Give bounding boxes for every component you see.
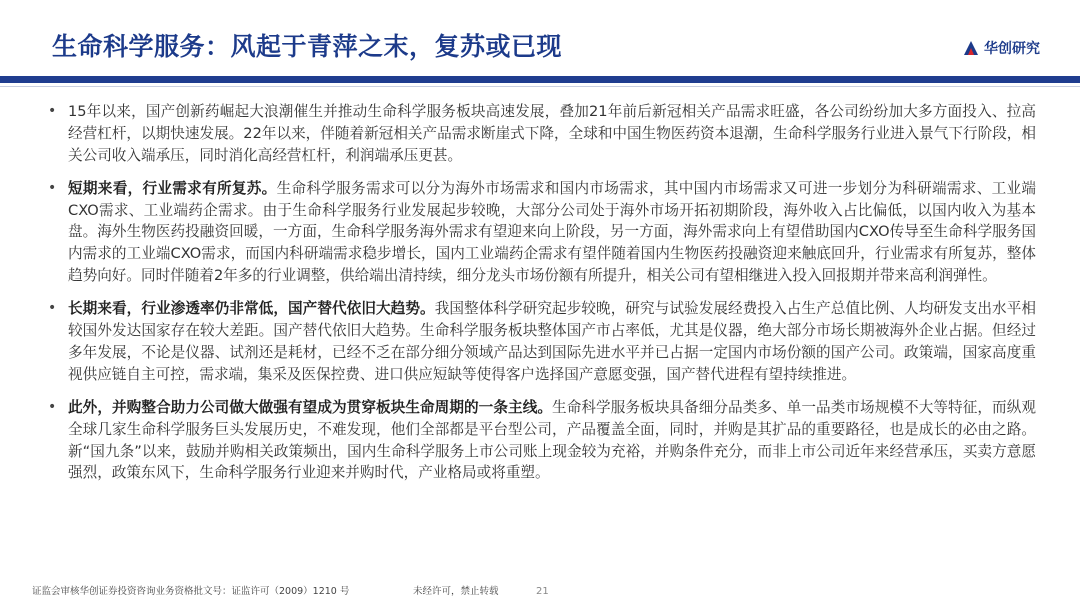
bullet-lead: 长期来看，行业渗透率仍非常低，国产替代依旧大趋势。 [68, 300, 435, 318]
footer-license: 证监会审核华创证券投资咨询业务资格批文号：证监许可（2009）1210 号 [32, 586, 350, 597]
bullet-list [46, 101, 1036, 496]
page-title: 生命科学服务：风起于青萍之末，复苏或已现 [52, 32, 563, 61]
bullet-dot-icon: • [48, 179, 57, 196]
huachuang-logo-icon [962, 39, 980, 57]
bullet-dot-icon: • [48, 399, 57, 416]
company-logo [962, 38, 1040, 58]
bullet-dot-icon: • [48, 103, 57, 119]
header-divider-thin [0, 86, 1080, 87]
bullet-paragraph-2 [46, 178, 1036, 287]
page-number: 21 [536, 586, 549, 597]
bullet-lead: 此外，并购整合助力公司做大做强有望成为贯穿板块生命周期的一条主线。 [68, 399, 553, 417]
bullet-text: 15年以来，国产创新药崛起大浪潮催生并推动生命科学服务板块高速发展，叠加21年前后新冠相关产品需求旺盛，各公司纷纷加大多方面投入、拉高经营杠杆，以期快速发展。22年以来，伴随着新冠相关产品需求断崖式下降，全球和中国生物医药资本退潮，生命科学服务行业进入景气下行阶段，相关公司收入端承压，同时消化高经营杠杆，利润端承压更甚。 [68, 103, 1036, 164]
footer-notice: 未经许可，禁止转载 [413, 586, 499, 597]
bullet-text: 生命科学服务需求可以分为海外市场需求和国内市场需求，其中国内市场需求又可进一步划分为科研端需求、工业端CXO需求、工业端药企需求。由于生命科学服务行业发展起步较晚，大部分公司处于海外市场开拓初期阶段，海外收入占比偏低，以国内收入为基本盘。海外生物医药投融资回暖，一方面，生命科学服务海外需求有望迎来向上阶段，另一方面，海外需求向上有望借助国内CXO传导至生命科学服务国内需求的工业端CXO需求，而国内科研端需求稳步增长，国内工业端药企需求有望伴随着国内生物医药投融资迎来触底回升，行业需求有所复苏，整体趋势向好。同时伴随着2年多的行业调整，供给端出清持续，细分龙头市场份额有所提升，相关公司有望相继进入投入回报期并带来高利润弹性。 [68, 179, 1036, 285]
bullet-text: 生命科学服务板块具备细分品类多、单一品类市场规模不大等特征，而纵观全球几家生命科学服务巨头发展历史，不难发现，他们全部都是平台型公司，产品覆盖全面，同时，并购是其扩品的重要路径，也是成长的必由之路。新“国九条”以来，鼓励并购相关政策频出，国内生命科学服务上市公司账上现金较为充裕，并购条件充分，而非上市公司近年来经营承压，买卖方意愿强烈，政策东风下，生命科学服务行业迎来并购时代，产业格局或将重塑。 [68, 399, 1036, 482]
bullet-dot-icon: • [48, 300, 57, 317]
bullet-paragraph-4 [46, 397, 1036, 484]
logo-text: 华创研究 [984, 41, 1040, 57]
bullet-lead: 短期来看，行业需求有所复苏。 [68, 179, 277, 197]
bullet-paragraph-3 [46, 298, 1036, 385]
header-divider [0, 76, 1080, 83]
bullet-paragraph-1 [46, 101, 1036, 166]
bullet-text: 我国整体科学研究起步较晚，研究与试验发展经费投入占生产总值比例、人均研发支出水平相较国外发达国家存在较大差距。国产替代依旧大趋势。生命科学服务板块整体国产市占率低，尤其是仪器，绝大部分市场长期被海外企业占据。但经过多年发展，不论是仪器、试剂还是耗材，已经不乏在部分细分领域产品达到国际先进水平并已占据一定国内市场份额的国产公司。政策端，国家高度重视供应链自主可控，需求端，集采及医保控费、进口供应短缺等使得客户选择国产意愿变强，国产替代进程有望持续推进。 [68, 300, 1036, 383]
